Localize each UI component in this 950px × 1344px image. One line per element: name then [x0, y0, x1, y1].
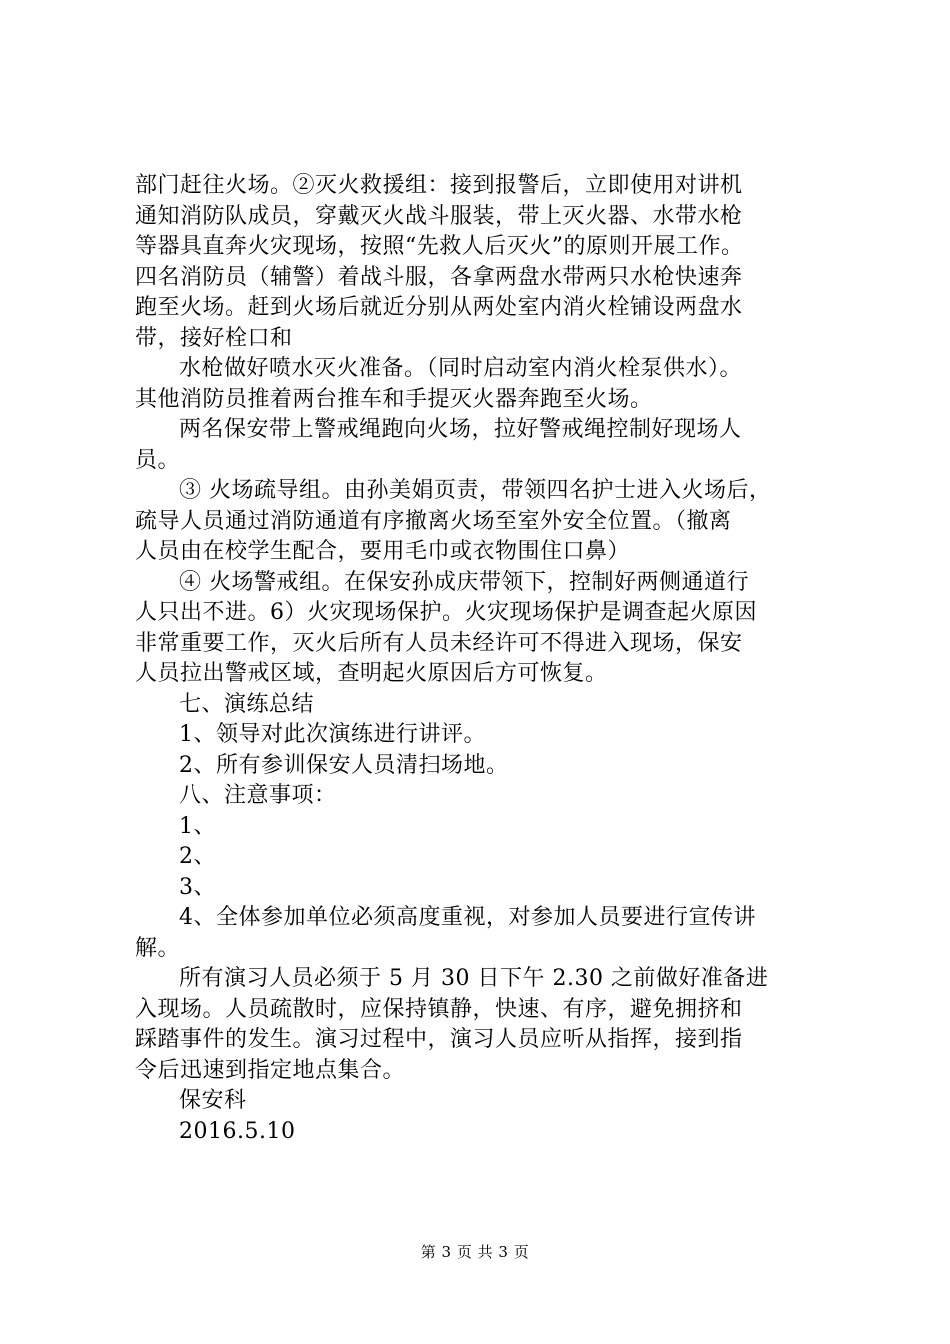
list-item: 1、	[179, 813, 216, 839]
body-line: 入现场。人员疏散时，应保持镇静，快速、有序，避免拥挤和	[135, 996, 743, 1022]
list-item: 3、	[179, 874, 216, 900]
signature-department: 保安科	[179, 1088, 247, 1113]
section-heading: 七、演练总结	[179, 691, 315, 717]
body-line: 令后迅速到指定地点集合。	[135, 1057, 406, 1083]
body-line: 员。	[135, 447, 181, 473]
body-line: 跑至火场。赶到火场后就近分别从两处室内消火栓铺设两盘水	[135, 295, 743, 320]
body-line: 踩踏事件的发生。演习过程中，演习人员应听从指挥，接到指	[135, 1027, 743, 1052]
section-heading: 八、注意事项：	[179, 783, 337, 808]
body-line: 通知消防队成员，穿戴灭火战斗服装，带上灭火器、水带水枪	[135, 203, 743, 229]
body-line: 带，接好栓口和	[135, 325, 293, 351]
body-line: 人只出不进。6）火灾现场保护。火灾现场保护是调查起火原因	[135, 600, 757, 625]
list-item: 2、所有参训保安人员清扫场地。	[179, 752, 509, 778]
body-line: ④ 火场警戒组。在保安孙成庆带领下，控制好两侧通道行	[179, 569, 749, 595]
body-line: 非常重要工作，灭火后所有人员未经许可不得进入现场，保安	[135, 630, 743, 656]
body-line: 水枪做好喷水灭火准备。（同时启动室内消火栓泵供水）。	[179, 356, 743, 381]
body-line: 解。	[135, 935, 181, 961]
body-line: ③ 火场疏导组。由孙美娟页责，带领四名护士进入火场后，	[179, 478, 772, 503]
body-line: 人员拉出警戒区域，查明起火原因后方可恢复。	[135, 661, 608, 686]
document-body	[135, 171, 835, 1147]
page-number-footer: 第 3 页 共 3 页	[420, 1243, 530, 1261]
list-item: 4、全体参加单位必须高度重视，对参加人员要进行宣传讲	[179, 905, 756, 930]
body-line: 等器具直奔火灾现场，按照“先救人后灭火”的原则开展工作。	[135, 234, 744, 259]
body-line: 部门赶往火场。②灭火救援组：接到报警后，立即使用对讲机	[135, 173, 743, 198]
list-item: 1、领导对此次演练进行讲评。	[179, 722, 486, 747]
body-line: 所有演习人员必须于 5 月 30 日下午 2.30 之前做好准备进	[179, 966, 769, 991]
body-line: 其他消防员推着两台推车和手提灭火器奔跑至火场。	[135, 386, 653, 412]
body-line: 两名保安带上警戒绳跑向火场，拉好警戒绳控制好现场人	[179, 417, 742, 442]
body-line: 人员由在校学生配合，要用毛巾或衣物围住口鼻）	[135, 539, 631, 564]
list-item: 2、	[179, 844, 216, 869]
signature-date: 2016.5.10	[179, 1118, 296, 1144]
body-line: 四名消防员（辅警）着战斗服，各拿两盘水带两只水枪快速奔	[135, 264, 743, 290]
body-line: 疏导人员通过消防通道有序撤离火场至室外安全位置。（撤离	[135, 508, 732, 534]
